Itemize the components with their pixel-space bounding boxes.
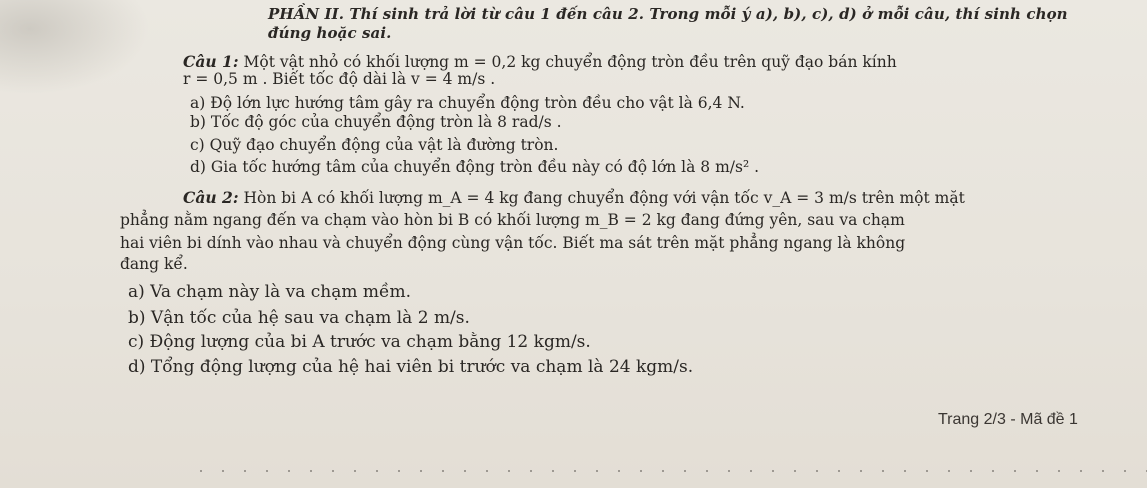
q2-stem-line3: hai viên bi dính vào nhau và chuyển động cùng vận tốc. Biết ma sát trên mặt phẳng ngang là không [120, 234, 906, 252]
q2-option-d: d) Tổng động lượng của hệ hai viên bi trước va chạm là 24 kgm/s. [128, 357, 694, 377]
q1-option-d: d) Gia tốc hướng tâm của chuyển động tròn đều này có độ lớn là 8 m/s² . [190, 158, 760, 176]
q1-option-b: b) Tốc độ góc của chuyển động tròn là 8 rad/s . [190, 113, 562, 131]
q2-number: Câu 2: [183, 188, 239, 207]
q2-option-b: b) Vận tốc của hệ sau va chạm là 2 m/s. [128, 308, 470, 328]
q2-stem-line2: phẳng nằm ngang đến va chạm vào hòn bi B có khối lượng m_B = 2 kg đang đứng yên, sau va chạm [120, 211, 905, 229]
q1-number: Câu 1: [183, 52, 239, 71]
q2-stem-line1 [183, 188, 965, 207]
q1-option-a: a) Độ lớn lực hướng tâm gây ra chuyển động tròn đều cho vật là 6,4 N. [190, 94, 745, 112]
q1-stem-text: Một vật nhỏ có khối lượng m = 0,2 kg chuyển động tròn đều trên quỹ đạo bán kính [243, 53, 897, 71]
q1-option-c: c) Quỹ đạo chuyển động của vật là đường tròn. [190, 136, 559, 154]
bleed-through-smudge [0, 0, 150, 95]
q1-stem-line1 [183, 52, 897, 71]
q2-option-a: a) Va chạm này là va chạm mềm. [128, 282, 411, 302]
q2-option-c: c) Động lượng của bi A trước va chạm bằng 12 kgm/s. [128, 332, 591, 352]
q2-stem-line4: đang kể. [120, 255, 188, 273]
q1-stem-line2: r = 0,5 m . Biết tốc độ dài là v = 4 m/s . [183, 70, 496, 88]
section-instruction-line1: PHẦN II. Thí sinh trả lời từ câu 1 đến câu 2. Trong mỗi ý a), b), c), d) ở mỗi câu, thí sinh chọn [268, 5, 1068, 23]
q2-stem-text: Hòn bi A có khối lượng m_A = 4 kg đang chuyển động với vận tốc v_A = 3 m/s trên một mặt [243, 189, 965, 207]
section-instruction-line2: đúng hoặc sai. [268, 24, 392, 42]
page-footer: Trang 2/3 - Mã đề 1 [938, 411, 1078, 428]
dotted-rule [190, 470, 1147, 472]
